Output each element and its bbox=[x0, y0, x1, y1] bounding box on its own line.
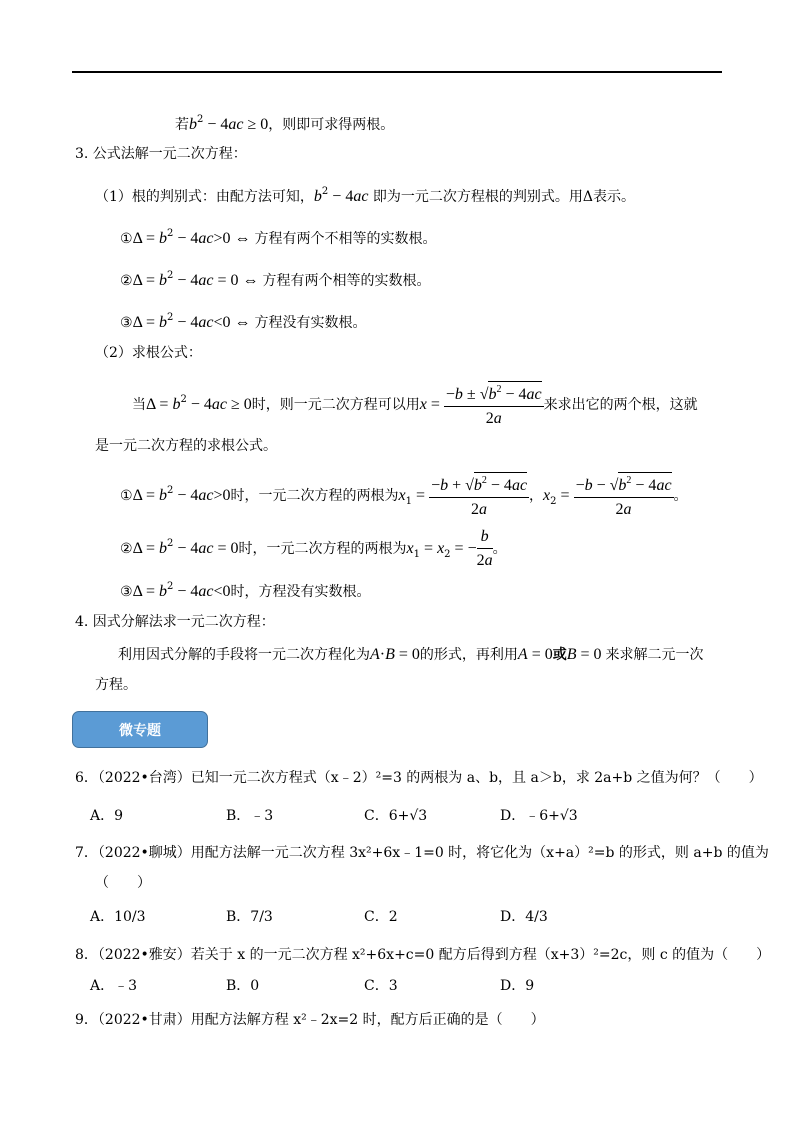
intro-line: 若$b^2 - 4ac \ge 0$，则即可求得两根。 bbox=[175, 114, 395, 133]
discriminant-case-3: ③Δ = $b^2 - 4ac<0$ ⇔ 方程没有实数根。 bbox=[120, 312, 367, 331]
double-root-formula: $\frac{b}{2a}$ bbox=[476, 528, 493, 569]
q7-option-a[interactable]: A．10/3 bbox=[90, 909, 146, 925]
root-x2-formula: $\frac{-b - √b^2 - 4ac}{2a}$ bbox=[574, 472, 674, 520]
q7-option-d[interactable]: D．4/3 bbox=[500, 909, 548, 925]
question-8: 8．（2022•雅安）若关于 x 的一元二次方程 x²+6x+c=0 配方后得到方程（x+3）²=2c，则 c 的值为（ ） bbox=[75, 947, 771, 963]
root-case-1: ①Δ = $b^2 - 4ac>0$时，一元二次方程的两根为$x_1$ = $\frac{-b + √b^2 - 4ac}{2a}$ ，$x_2$ = $\frac{-b - √b^2 - 4ac}{2a}$ 。 bbox=[120, 472, 688, 520]
root-x1-formula: $\frac{-b + √b^2 - 4ac}{2a}$ bbox=[429, 472, 529, 520]
root-case-3: ③Δ = $b^2 - 4ac<0$时，方程没有实数根。 bbox=[120, 581, 371, 600]
q8-option-d[interactable]: D．9 bbox=[500, 978, 535, 994]
q8-option-c[interactable]: C．3 bbox=[364, 978, 398, 994]
question-9: 9．（2022•甘肃）用配方法解方程 x²﹣2x=2 时，配方后正确的是（ ） bbox=[75, 1012, 545, 1028]
q6-option-b[interactable]: B．﹣3 bbox=[226, 808, 274, 824]
q8-option-a[interactable]: A．﹣3 bbox=[90, 978, 138, 994]
factoring-line-1: 利用因式分解的手段将一元二次方程化为A·B = 0的形式，再利用A = 0或B = 0 来求解二元一次 bbox=[118, 646, 704, 663]
question-7: 7．（2022•聊城）用配方法解一元二次方程 3x²+6x﹣1=0 时，将它化为（x+a）²=b 的形式，则 a+b 的值为 bbox=[75, 845, 769, 861]
quadratic-formula: $\frac{-b \pm √b^2 - 4ac}{2a}$ bbox=[444, 381, 544, 429]
root-formula-title: （2）求根公式： bbox=[95, 345, 202, 361]
q8-option-b[interactable]: B．0 bbox=[226, 978, 260, 994]
q7-option-b[interactable]: B．7/3 bbox=[226, 909, 273, 925]
micro-topic-badge: 微专题 bbox=[72, 711, 208, 748]
discriminant-line: （1）根的判别式：由配方法可知，$b^2 - 4ac$ 即为一元二次方程根的判别式。用Δ表示。 bbox=[95, 186, 635, 205]
section-4-title: 4. 因式分解法求一元二次方程： bbox=[75, 614, 275, 630]
root-case-2: ②Δ = $b^2 - 4ac = 0$时，一元二次方程的两根为$x_1 = x_2$ = − $\frac{b}{2a}$ 。 bbox=[120, 528, 507, 569]
question-6: 6．（2022•台湾）已知一元二次方程式（x﹣2）²=3 的两根为 a、b，且 a＞b，求 2a+b 之值为何？（ ） bbox=[75, 770, 763, 786]
header-rule bbox=[72, 71, 722, 73]
question-7-blank: （ ） bbox=[95, 875, 151, 891]
section-3-title: 3. 公式法解一元二次方程： bbox=[75, 146, 247, 162]
factoring-line-2: 方程。 bbox=[95, 677, 137, 693]
root-formula-line: 当$\Delta = b^2 - 4ac \ge 0$时，则一元二次方程可以用x = $\frac{-b \pm √b^2 - 4ac}{2a}$ 来求出它的两个根，这就 bbox=[132, 381, 698, 429]
q6-option-a[interactable]: A．9 bbox=[90, 808, 124, 824]
discriminant-case-2: ②Δ = $b^2 - 4ac = 0$ ⇔ 方程有两个相等的实数根。 bbox=[120, 270, 431, 289]
root-formula-continued: 是一元二次方程的求根公式。 bbox=[95, 438, 277, 454]
q6-option-c[interactable]: C．6+√3 bbox=[364, 808, 428, 824]
discriminant-case-1: ①Δ = $b^2 - 4ac>0$ ⇔ 方程有两个不相等的实数根。 bbox=[120, 228, 437, 247]
q7-option-c[interactable]: C．2 bbox=[364, 909, 398, 925]
q6-option-d[interactable]: D．﹣6+√3 bbox=[500, 808, 578, 824]
